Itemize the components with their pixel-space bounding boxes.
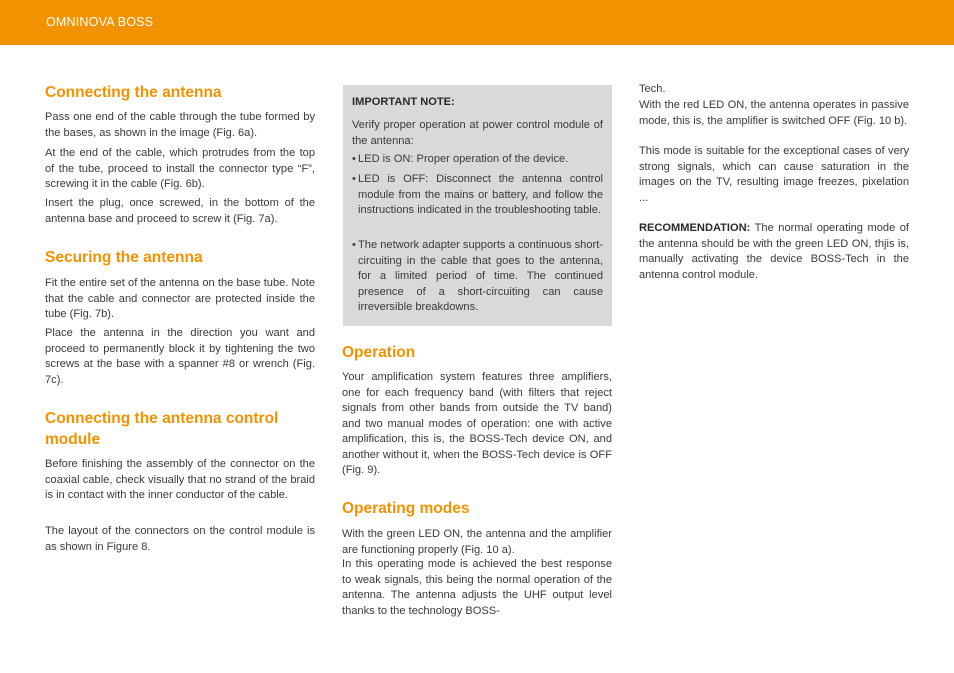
bullet-icon: •: [352, 153, 356, 165]
bullet-icon: •: [352, 239, 356, 251]
note-intro: Verify proper operation at power control module of the antenna:: [352, 119, 603, 147]
paragraph: Tech.: [639, 83, 666, 95]
paragraph: The layout of the connectors on the control module is as shown in Figure 8.: [45, 525, 315, 553]
heading-control-module: Connecting the antenna control module: [45, 410, 279, 448]
paragraph: In this operating mode is achieved the best response to weak signals, this being the normal operation of the antenna. The antenna adjusts the UHF output level thanks to the technology BOSS-: [342, 558, 612, 617]
note-title: IMPORTANT NOTE:: [352, 96, 455, 108]
paragraph: Insert the plug, once screwed, in the bottom of the antenna base and proceed to screw it (Fig. 7a).: [45, 197, 315, 225]
recommendation-label: RECOMMENDATION:: [639, 222, 751, 234]
bullet-icon: •: [352, 173, 356, 185]
heading-operating-modes: Operating modes: [342, 500, 470, 517]
note-bullet-text: LED is ON: Proper operation of the device.: [358, 153, 569, 165]
paragraph: This mode is suitable for the exceptional cases of very strong signals, which can cause saturation in the images on the TV, resulting image freezes, pixelation ...: [639, 145, 909, 204]
note-bullet-text: The network adapter supports a continuous short-circuiting in the cable that goes to the antenna, for a limited period of time. The continued presence of a short-circuiting can cause irreversible breakdowns.: [358, 239, 603, 313]
paragraph: Fit the entire set of the antenna on the base tube. Note that the cable and connector are protected inside the tube (Fig. 7b).: [45, 277, 315, 320]
recommendation-text: The normal operating mode of the antenna should be with the green LED ON, thjis is, manually activating the device BOSS-Tech in the antenna control module.: [639, 222, 909, 281]
paragraph: Before finishing the assembly of the connector on the coaxial cable, check visually that no strand of the braid is in contact with the inner conductor of the cable.: [45, 458, 315, 501]
paragraph: At the end of the cable, which protrudes from the top of the tube, proceed to install the connector type “F”, screwing it in the cable (Fig. 6b).: [45, 147, 315, 190]
heading-connecting-antenna: Connecting the antenna: [45, 84, 222, 101]
paragraph: Your amplification system features three amplifiers, one for each frequency band (with filters that reject signals from other bands from outside the TV band) and two manual modes of operation: one with active amplification, this is, the BOSS-Tech device ON, and another without it, when the BOSS-Tech device is OFF (Fig. 9).: [342, 371, 612, 476]
paragraph: With the red LED ON, the antenna operates in passive mode, this is, the amplifier is switched OFF (Fig. 10 b).: [639, 99, 909, 127]
paragraph: Place the antenna in the direction you want and proceed to permanently block it by tightening the two screws at the base with a spanner #8 or wrench (Fig. 7c).: [45, 327, 315, 386]
paragraph: Pass one end of the cable through the tube formed by the bases, as shown in the image (Fig. 6a).: [45, 111, 315, 139]
header-bar: [0, 0, 954, 45]
paragraph: With the green LED ON, the antenna and the amplifier are functioning properly (Fig. 10 a).: [342, 528, 612, 556]
heading-securing-antenna: Securing the antenna: [45, 249, 203, 266]
recommendation-paragraph: [639, 221, 909, 283]
heading-operation: Operation: [342, 344, 416, 361]
important-note-box: [343, 85, 612, 326]
note-bullet-text: LED is OFF: Disconnect the antenna control module from the mains or battery, and follow the instructions indicated in the troubleshooting table.: [358, 173, 603, 216]
brand-label: OMNINOVA BOSS: [46, 15, 154, 29]
